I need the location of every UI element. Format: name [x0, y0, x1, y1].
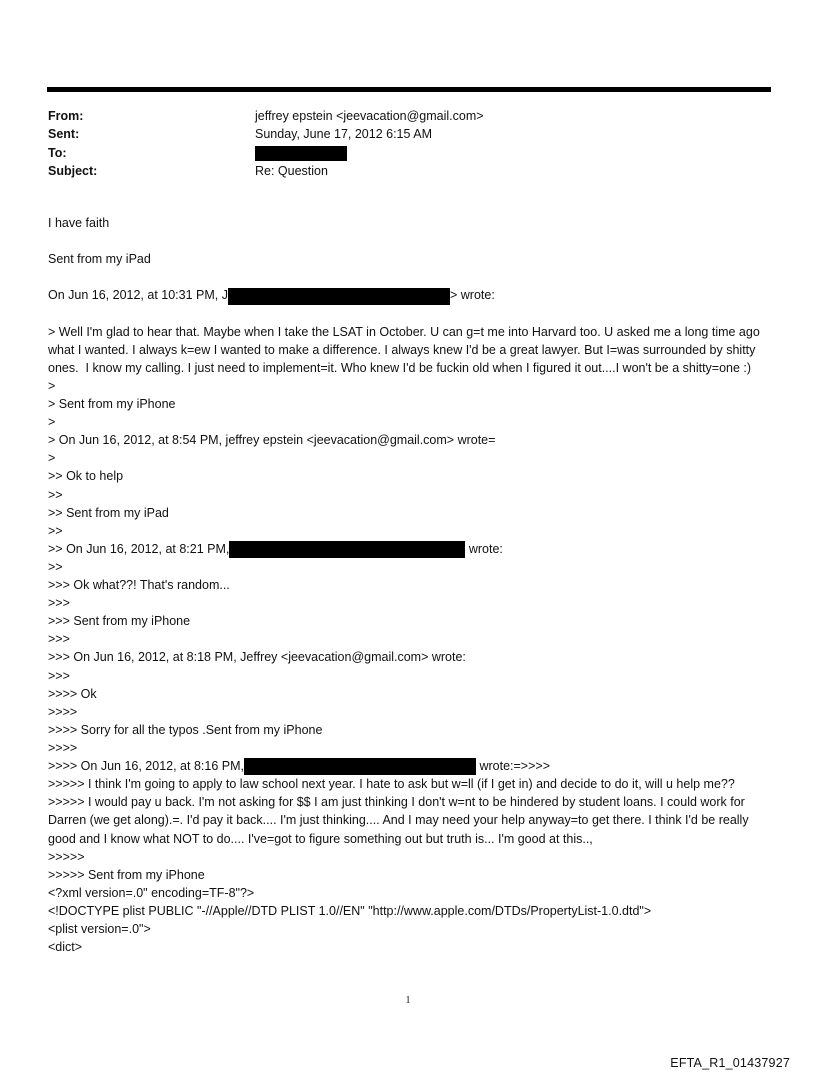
to-row	[48, 144, 748, 162]
body-line: >>>>> Sent from my iPhone	[48, 867, 205, 882]
attribution-text: >> On Jun 16, 2012, at 8:21 PM,	[48, 541, 230, 556]
sent-row	[48, 125, 748, 143]
body-paragraph: >>>>> I think I'm going to apply to law school next year. I hate to ask but w=ll (if I get in) and decide to do it, will u help me??	[48, 777, 735, 792]
body-line: >>>	[48, 632, 70, 647]
body-line: >>> Ok what??! That's random...	[48, 578, 230, 593]
body-line: <?xml version=.0" encoding=TF-8"?>	[48, 885, 255, 900]
from-value: jeffrey epstein <jeevacation@gmail.com>	[255, 109, 484, 123]
from-row	[48, 107, 748, 125]
sent-value: Sunday, June 17, 2012 6:15 AM	[255, 127, 432, 142]
body-line: >>>	[48, 596, 70, 611]
document-id: EFTA_R1_01437927	[670, 1056, 790, 1070]
body-line: >>	[48, 487, 63, 502]
email-header	[48, 107, 748, 180]
to-label: To:	[48, 145, 67, 160]
body-line: >> Ok to help	[48, 469, 124, 484]
body-line: >>>>>	[48, 849, 85, 864]
redaction-sender	[228, 288, 450, 305]
body-line: >>>> Ok	[48, 686, 97, 701]
attribution-suffix: wrote:	[468, 541, 503, 556]
page-number: 1	[405, 995, 411, 1006]
sent-label: Sent:	[48, 127, 80, 142]
subject-label: Subject:	[48, 163, 98, 178]
body-paragraph: > Well I'm glad to hear that. Maybe when I take the LSAT in October. U can g=t me into Harvard too. U asked me a long time ago what I wanted. I always k=ew I wanted to make a difference. I always knew I'd be a great lawyer. But I=was surrounded by shitty ones. I know my calling. I just need to implement=it. Who knew I'd be fuckin old when I figured it out....I won't be a shitty=one :)	[48, 324, 764, 375]
quote-attribution-line	[48, 286, 764, 304]
body-line: >>>>	[48, 740, 78, 755]
body-line: <dict>	[48, 940, 83, 955]
body-line: >>>>	[48, 704, 78, 719]
attribution-text: >>>> On Jun 16, 2012, at 8:16 PM,	[48, 759, 244, 774]
body-line: >	[48, 378, 56, 393]
body-paragraph: >>>>> I would pay u back. I'm not asking for $$ I am just thinking I don't w=nt to be hindered by student loans. I could work for Darren (we get along).=. I'd pay it back.... I'm just thinking.... And I may need your help anyway=to get there. I think I'd be really good and I know what NOT to do.... I've=got to figure something out but truth is... I'm good at this..,	[48, 795, 753, 846]
body-line: >>	[48, 560, 63, 574]
from-label: From:	[48, 109, 84, 123]
body-line: > On Jun 16, 2012, at 8:54 PM, jeffrey epstein <jeevacation@gmail.com> wrote=	[48, 433, 496, 448]
redaction-to-recipient	[255, 146, 347, 161]
body-line: >>> Sent from my iPhone	[48, 614, 191, 629]
quote-attribution-line	[48, 540, 764, 558]
body-line: <plist version=.0">	[48, 921, 151, 936]
body-line: > Sent from my iPhone	[48, 397, 176, 412]
body-line: >> Sent from my iPad	[48, 505, 169, 520]
subject-row	[48, 162, 748, 180]
body-line: >	[48, 415, 56, 430]
body-line: I have faith	[48, 216, 110, 230]
redaction-sender	[244, 758, 476, 775]
subject-value: Re: Question	[255, 163, 328, 178]
body-line: >>	[48, 523, 63, 538]
body-line: >>>> Sorry for all the typos .Sent from my iPhone	[48, 722, 323, 737]
redaction-sender	[229, 541, 465, 558]
body-line: >>>	[48, 668, 70, 683]
email-body	[48, 214, 764, 956]
body-line: >>> On Jun 16, 2012, at 8:18 PM, Jeffrey <jeevacation@gmail.com> wrote:	[48, 650, 466, 665]
attribution-text: On Jun 16, 2012, at 10:31 PM, J	[48, 288, 228, 303]
body-line: Sent from my iPad	[48, 252, 151, 267]
attribution-suffix: wrote:=>>>>	[479, 759, 551, 774]
body-line: <!DOCTYPE plist PUBLIC "-//Apple//DTD PLIST 1.0//EN" "http://www.apple.com/DTDs/PropertyList-1.0.dtd">	[48, 903, 652, 918]
attribution-suffix: > wrote:	[449, 288, 495, 303]
header-divider	[47, 87, 771, 92]
quote-attribution-line	[48, 757, 764, 775]
body-line: >	[48, 451, 56, 466]
